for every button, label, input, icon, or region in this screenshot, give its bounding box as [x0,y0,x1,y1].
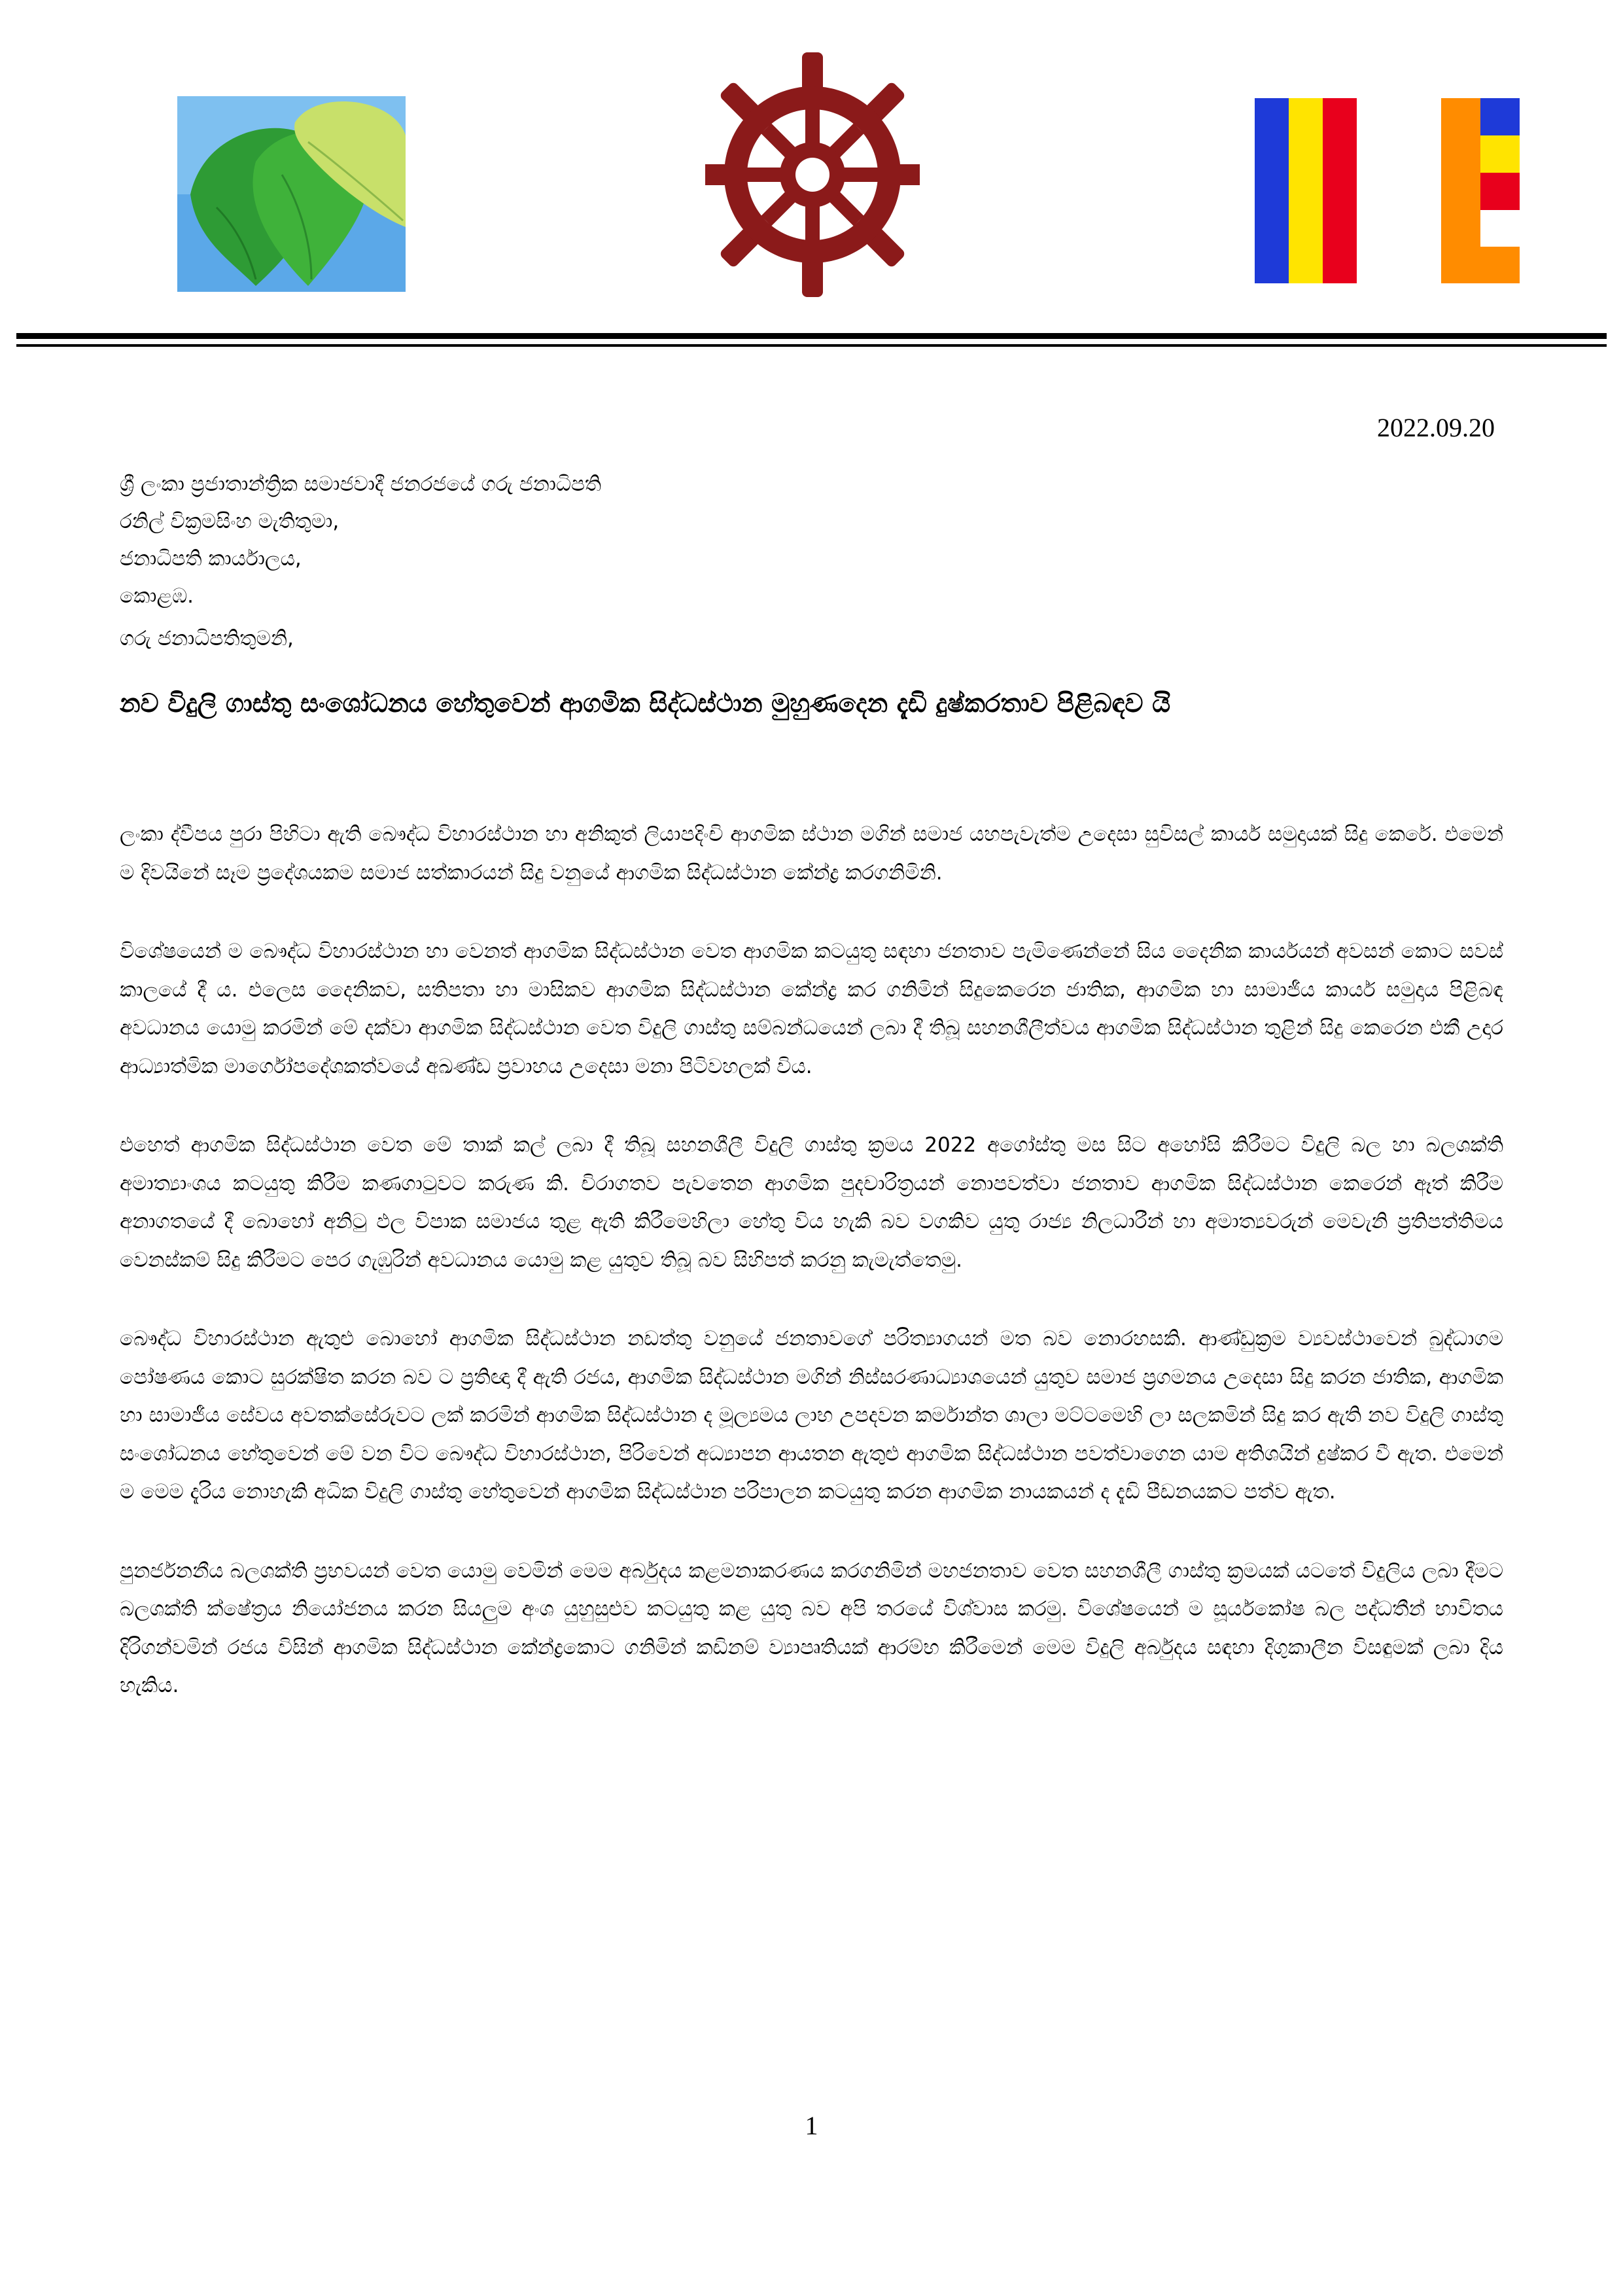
header-rule-thin [16,344,1607,347]
address-line: රනිල් වික්‍රමසිංහ මැතිතුමා, [120,510,340,533]
salutation: ගරු ජනාධිපතිතුමනි, [120,627,294,650]
body-paragraph: විශේෂයෙන් ම බෞද්ධ විහාරස්ථාන හා වෙනත් ආගමික සිද්ධස්ථාන වෙත ආගමික කටයුතු සඳහා ජනතාව පැමිණෙන්නේ සිය දෛනික කාර්යයන් අවසන් කොට සවස් කාලයේ දී ය. එලෙස දෛනිකව, සතිපතා හා මාසිකව ආගමික සිද්ධස්ථාන කේන්ද්‍ර කර ගනිමින් සිදුකෙරෙන ජාතික, ආගමික හා සාමාජීය කාර්ය සමුදාය පිළිබඳ අවධානය යොමු කරමින් මේ දක්වා ආගමික සිද්ධස්ථාන වෙත විදුලි ගාස්තු සම්බන්ධයෙන් ලබා දී තිබූ සහනශීලීත්වය ආගමික සිද්ධස්ථාන තුළින් සිදු කෙරෙන එකී උදාර ආධ්‍යාත්මික මාර්ගෝපදේශකත්වයේ අඛණ්ඩ ප්‍රවාහය උදෙසා මනා පිටිවහලක් විය. [120,940,1504,1078]
address-line: ශ්‍රී ලංකා ප්‍රජාතාන්ත්‍රික සමාජවාදී ජනරජයේ ගරු ජනාධිපති [120,472,602,496]
body-paragraph: පුනර්ජනනීය බලශක්ති ප්‍රභවයන් වෙත යොමු වෙමින් මෙම අර්බුදය කළමනාකරණය කරගනිමින් මහජනතාව වෙත සහනශීලී ගාස්තු ක්‍රමයක් යටතේ විදුලිය ලබා දීමට බලශක්ති ක්ෂේත්‍රය නියෝජනය කරන සියලුම අංශ යුහුසුළුව කටයුතු කළ යුතු බව අපි තරයේ විශ්වාස කරමු. විශේෂයෙන් ම සූර්යකෝෂ බල පද්ධතීන් භාවිතය දිරිගන්වමින් රජය විසින් ආගමික සිද්ධස්ථාන කේන්ද්‍රකොට ගනිමින් කඩිනම් ව්‍යාපෘතියක් ආරම්භ කිරීමෙන් මෙම විදුලි අර්බුදය සඳහා දිගුකාලීන විසඳුමක් ලබා දිය හැකිය. [120,1559,1503,1697]
recipient-address [120,466,601,615]
letter-subject: නව විදුලි ගාස්තු සංශෝධනය හේතුවෙන් ආගමික සිද්ධස්ථාන මුහුණදෙන දැඩි දුෂ්කරතාව පිළිබඳව යි [120,689,1171,718]
letter-body [120,815,1503,1746]
letter-date: 2022.09.20 [1377,413,1495,442]
address-line: ජනාධිපති කාර්යාලය, [120,547,302,571]
page-number: 1 [805,2111,818,2140]
body-paragraph: ලංකා ද්වීපය පුරා පිහිටා ඇති බෞද්ධ විහාරස්ථාන හා අනිකුත් ලියාපදිංචි ආගමික ස්ථාන මගින් සමාජ යහපැවැත්ම උදෙසා සුවිසල් කාර්ය සමුදායක් සිදු කෙරේ. එමෙන් ම දිවයිනේ සෑම ප්‍රදේශයකම සමාජ සත්කාරයන් සිදු වනුයේ ආගමික සිද්ධස්ථාන කේන්ද්‍ර කරගනිමිනි. [120,822,1503,885]
dharma-wheel-logo [705,52,920,298]
header-rule-thick [16,333,1607,339]
buddhist-flag [1255,98,1536,283]
address-line: කොළඹ. [120,584,194,608]
body-paragraph: බෞද්ධ විහාරස්ථාන ඇතුළු බොහෝ ආගමික සිද්ධස්ථාන නඩත්තු වනුයේ ජනතාවගේ පරිත්‍යාගයන් මත බව නොරහසකි. ආණ්ඩුක්‍රම ව්‍යවස්ථාවෙන් බුද්ධාගම පෝෂණය කොට සුරක්ෂිත කරන බව ට ප්‍රතිඥා දී ඇති රජය, ආගමික සිද්ධස්ථාන මගින් නිස්සරණාධ්‍යාශයෙන් යුතුව සමාජ ප්‍රගමනය උදෙසා සිදු කරන ජාතික, ආගමික හා සාමාජීය සේවය අවතක්සේරුවට ලක් කරමින් ආගමික සිද්ධස්ථාන ද මූල්‍යමය ලාභ උපදවන කර්මාන්ත ශාලා මට්ටමෙහි ලා සලකමින් සිදු කර ඇති නව විදුලි ගාස්තු සංශෝධනය හේතුවෙන් මේ වන විට බෞද්ධ විහාරස්ථාන, පිරිවෙන් අධ්‍යාපන ආයතන ඇතුළු ආගමික සිද්ධස්ථාන පවත්වාගෙන යාම අතිශයින් දුෂ්කර වී ඇත. එමෙන් ම මෙම දැරිය නොහැකි අධික විදුලි ගාස්තු හේතුවෙන් ආගමික සිද්ධස්ථාන පරිපාලන කටයුතු කරන ආගමික නායකයන් ද දැඩි පීඩනයකට පත්ව ඇත. [120,1327,1503,1504]
body-paragraph: එහෙත් ආගමික සිද්ධස්ථාන වෙත මේ තාක් කල් ලබා දී තිබූ සහනශීලී විදුලි ගාස්තු ක්‍රමය 2022 අගෝස්තු මස සිට අහෝසි කිරීමට විදුලි බල හා බලශක්ති අමාත්‍යාංශය කටයුතු කිරීම කණගාටුවට කරුණ කි. චිරාගතව පැවතෙන ආගමික පුදචාරිත්‍රයන් නොපවත්වා ජනතාව ආගමික සිද්ධස්ථාන කෙරෙන් ඈත් කිරීම අනාගතයේ දී බොහෝ අනිටු ඵල විපාක සමාජය තුළ ඇති කිරීමෙහිලා හේතු විය හැකි බව වගකිව යුතු රාජ්‍ය නිලධාරීන් හා අමාත්‍යවරුන් මෙවැනි ප්‍රතිපත්තිමය වෙනස්කම් සිදු කිරීමට පෙර ගැඹුරින් අවධානය යොමු කළ යුතුව තිබූ බව සිහිපත් කරනු කැමැත්තෙමු. [120,1133,1503,1272]
bodhi-leaf-logo [177,96,406,292]
